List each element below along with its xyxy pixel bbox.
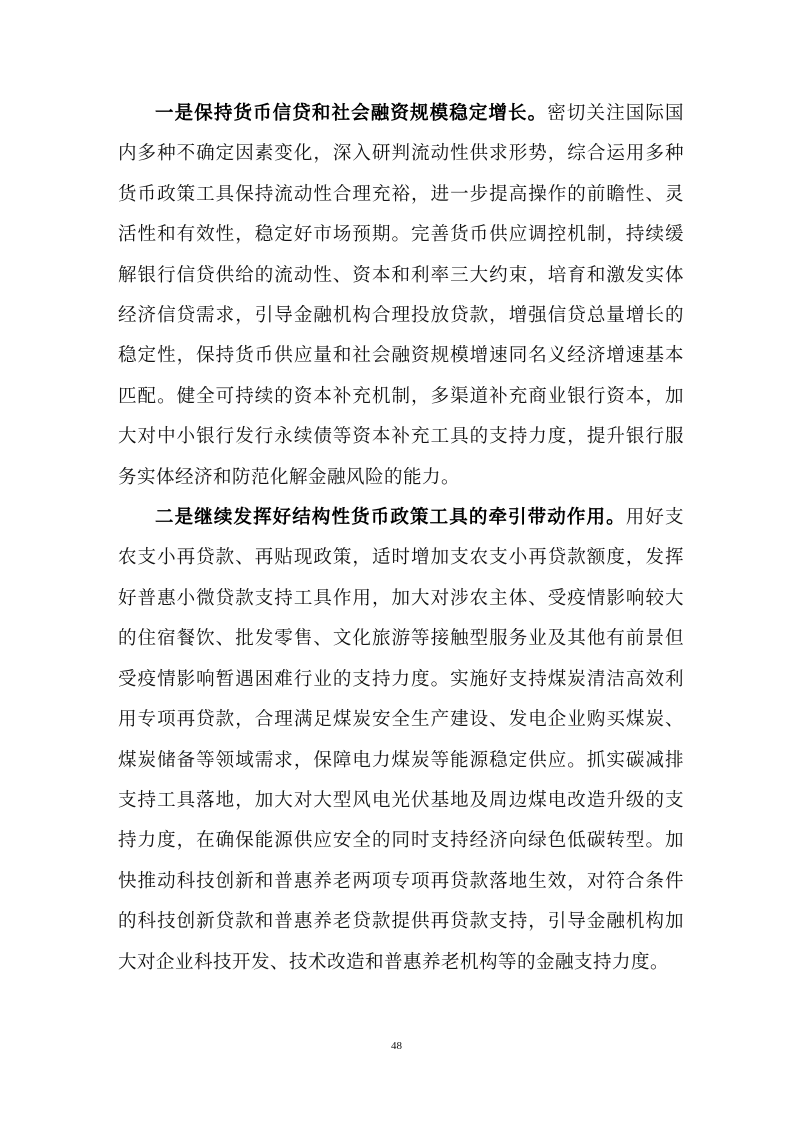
paragraph-structural-policy-tools <box>118 498 684 983</box>
paragraph-lead-heading: 二是继续发挥好结构性货币政策工具的牵引带动作用。 <box>155 507 626 529</box>
page-number: 48 <box>391 1040 402 1052</box>
body-text <box>118 94 684 983</box>
paragraph-lead-heading: 一是保持货币信贷和社会融资规模稳定增长。 <box>155 103 548 124</box>
paragraph-monetary-credit-growth <box>118 94 684 498</box>
paragraph-body: 用好支农支小再贷款、再贴现政策，适时增加支农支小再贷款额度，发挥好普惠小微贷款支持工具作用，加大对涉农主体、受疫情影响较大的住宿餐饮、批发零售、文化旅游等接触型服务业及其他有前景但受疫情影响暂遇困难行业的支持力度。实施好支持煤炭清洁高效利用专项再贷款，合理满足煤炭安全生产建设、发电企业购买煤炭、煤炭储备等领域需求，保障电力煤炭等能源稳定供应。抓实碳减排支持工具落地，加大对大型风电光伏基地及周边煤电改造升级的支持力度，在确保能源供应安全的同时支持经济向绿色低碳转型。加快推动科技创新和普惠养老两项专项再贷款落地生效，对符合条件的科技创新贷款和普惠养老贷款提供再贷款支持，引导金融机构加大对企业科技开发、技术改造和普惠养老机构等的金融支持力度。 <box>118 507 684 973</box>
paragraph-body: 密切关注国际国内多种不确定因素变化，深入研判流动性供求形势，综合运用多种货币政策工具保持流动性合理充裕，进一步提高操作的前瞻性、灵活性和有效性，稳定好市场预期。完善货币供应调控机制，持续缓解银行信贷供给的流动性、资本和利率三大约束，培育和激发实体经济信贷需求，引导金融机构合理投放贷款，增强信贷总量增长的稳定性，保持货币供应量和社会融资规模增速同名义经济增速基本匹配。健全可持续的资本补充机制，多渠道补充商业银行资本，加大对中小银行发行永续债等资本补充工具的支持力度，提升银行服务实体经济和防范化解金融风险的能力。 <box>118 103 684 488</box>
